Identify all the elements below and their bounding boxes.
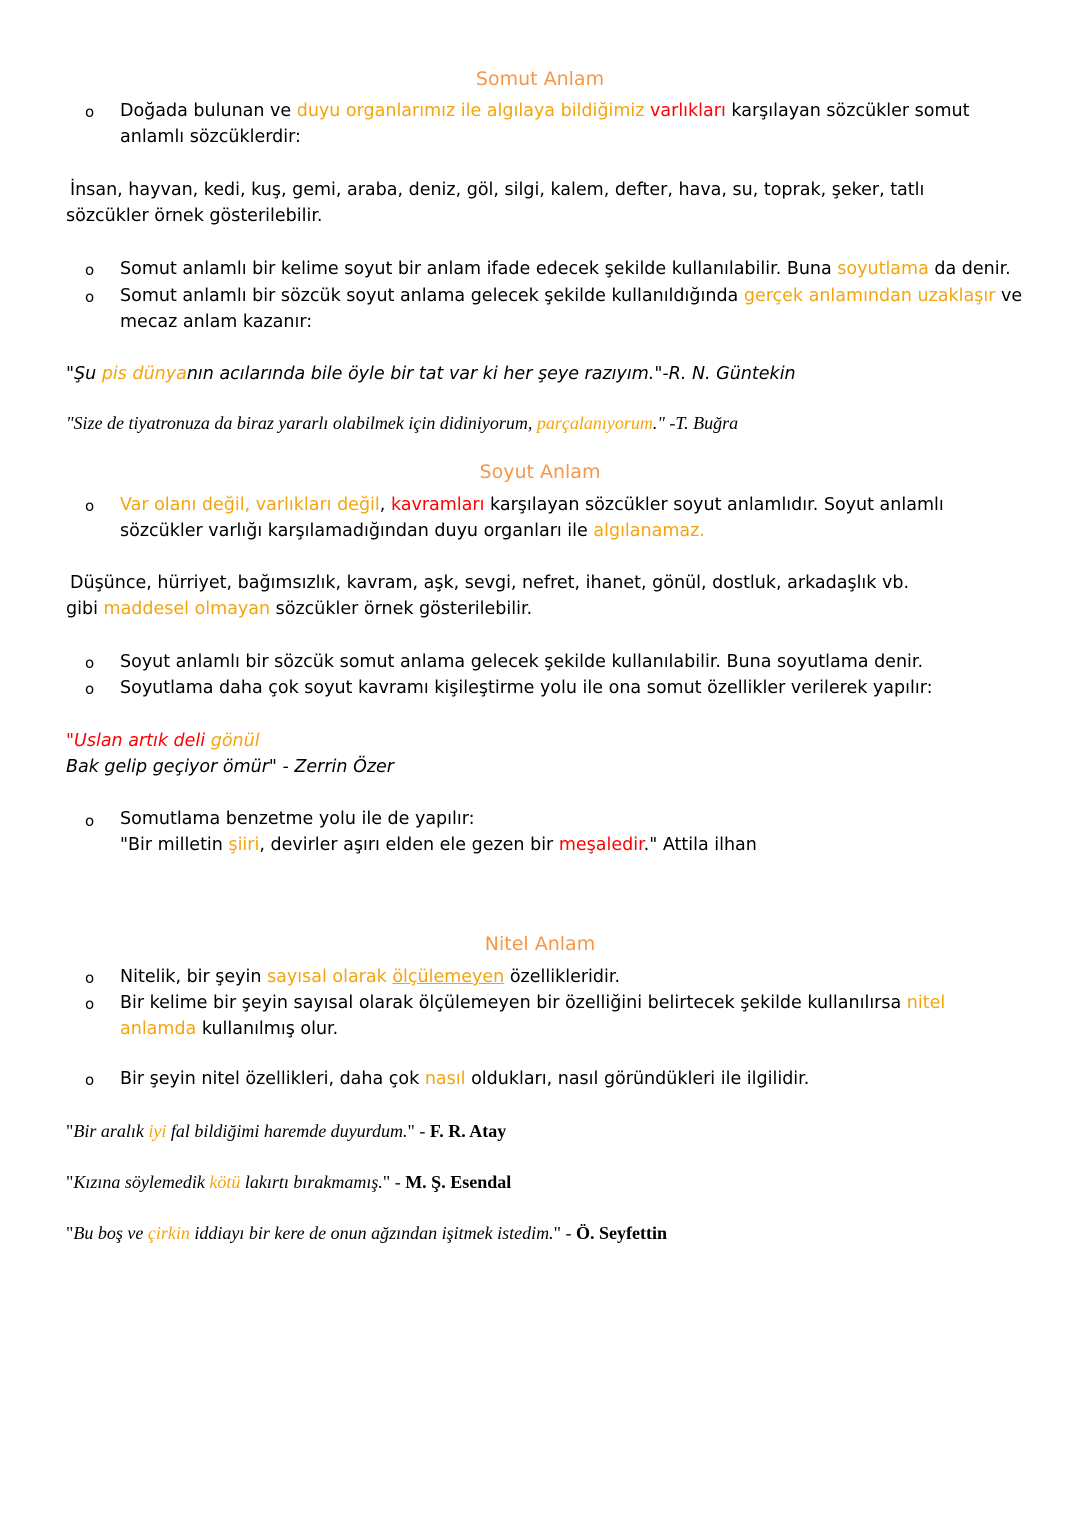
soyut-bullet-3: Soyutlama daha çok soyut kavramı kişileştirme yolu ile ona somut özellikler verilerek yapılır: bbox=[120, 678, 933, 698]
nitel-bullet-3: Bir şeyin nitel özellikleri, daha çok nasıl oldukları, nasıl göründükleri ile ilgilidir. bbox=[120, 1069, 810, 1089]
soyut-examples: Düşünce, hürriyet, bağımsızlık, kavram, aşk, sevgi, nefret, ihanet, gönül, dostluk, arkadaşlık vb. gibi maddesel olmayan sözcükler örnek gösterilebilir. bbox=[66, 573, 910, 619]
soyut-bullet-1: Var olanı değil, varlıkları değil, kavramları karşılayan sözcükler soyut anlamlıdır. Soyut anlamlı sözcükler varlığı karşılamadığından duyu organları ile algılanamaz. bbox=[120, 495, 944, 541]
somut-bullet-2: Somut anlamlı bir kelime soyut bir anlam ifade edecek şekilde kullanılabilir. Buna soyutlama da denir. bbox=[120, 259, 1011, 279]
nitel-quote-atay: "Bir aralık iyi fal bildiğimi haremde duyurdum." - F. R. Atay bbox=[66, 1121, 507, 1141]
bullet-marker: o bbox=[85, 103, 95, 121]
bullet-marker: o bbox=[85, 1071, 95, 1089]
bullet-marker: o bbox=[85, 812, 95, 830]
bullet-marker: o bbox=[85, 288, 95, 306]
soyut-quote-ozer: "Uslan artık deli gönül Bak gelip geçiyor ömür" - Zerrin Özer bbox=[66, 731, 394, 777]
bullet-marker: o bbox=[85, 497, 95, 515]
somut-bullet-3: Somut anlamlı bir sözcük soyut anlama gelecek şekilde kullanıldığında gerçek anlamından uzaklaşır ve mecaz anlam kazanır: bbox=[120, 286, 1023, 332]
bullet-marker: o bbox=[85, 969, 95, 987]
soyut-bullet-4: Somutlama benzetme yolu ile de yapılır: "Bir milletin şiiri, devirler aşırı elden ele gezen bir meşaledir." Attila ilhan bbox=[120, 809, 757, 855]
somut-examples: İnsan, hayvan, kedi, kuş, gemi, araba, deniz, göl, silgi, kalem, defter, hava, su, toprak, şeker, tatlı sözcükler örnek gösterilebilir. bbox=[66, 180, 925, 226]
bullet-marker: o bbox=[85, 680, 95, 698]
bullet-marker: o bbox=[85, 654, 95, 672]
somut-quote-bugra: "Size de tiyatronuza da biraz yararlı olabilmek için didiniyorum, parçalanıyorum." -T. Buğra bbox=[66, 413, 739, 433]
somut-bullet-1: Doğada bulunan ve duyu organlarımız ile algılaya bildiğimiz varlıkları karşılayan sözcükler somut anlamlı sözcüklerdir: bbox=[120, 101, 970, 147]
section-title-nitel: Nitel Anlam bbox=[484, 933, 596, 955]
soyut-bullet-2: Soyut anlamlı bir sözcük somut anlama gelecek şekilde kullanılabilir. Buna soyutlama denir. bbox=[120, 652, 924, 672]
section-title-soyut: Soyut Anlam bbox=[479, 461, 601, 483]
nitel-bullet-2: Bir kelime bir şeyin sayısal olarak ölçülemeyen bir özelliğini belirtecek şekilde kullanılırsa nitel anlamda kullanılmış olur. bbox=[120, 993, 946, 1039]
bullet-marker: o bbox=[85, 995, 95, 1013]
nitel-bullet-1: Nitelik, bir şeyin sayısal olarak ölçülemeyen özellikleridir. bbox=[120, 967, 621, 987]
nitel-quote-esendal: "Kızına söylemedik kötü lakırtı bırakmamış." - M. Ş. Esendal bbox=[66, 1172, 512, 1192]
somut-quote-gutekin: "Şu pis dünyanın acılarında bile öyle bir tat var ki her şeye razıyım."-R. N. Güntekin bbox=[66, 364, 796, 384]
section-title-somut: Somut Anlam bbox=[475, 68, 605, 90]
nitel-quote-seyfettin: "Bu boş ve çirkin iddiayı bir kere de onun ağzından işitmek istedim." - Ö. Seyfettin bbox=[66, 1223, 667, 1243]
bullet-marker: o bbox=[85, 261, 95, 279]
